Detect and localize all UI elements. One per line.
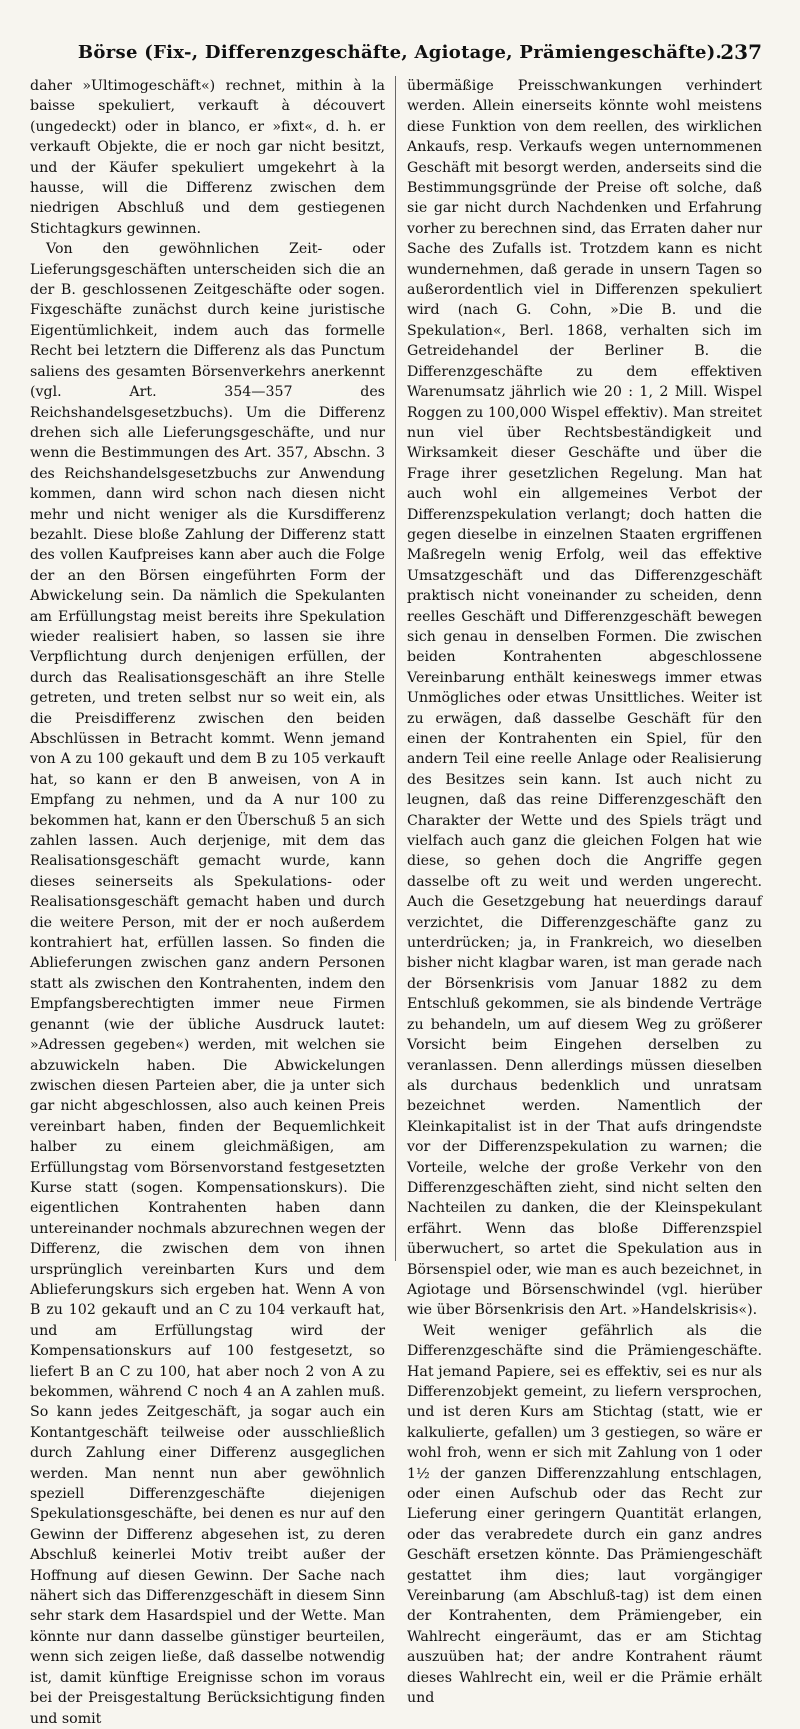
running-header: [30, 36, 770, 66]
paragraph: übermäßige Preisschwankungen verhindert werden. Allein einerseits könnte wohl meistens diese Funktion von dem reellen, des wirklichen Ankaufs, resp. Verkaufs wegen unternommenen Geschäft mit besorgt werden, anderseits sind die Bestimmungsgründe der Preise oft solche, daß sie gar nicht durch Nachdenken und Erfahrung vorher zu berechnen sind, das Erraten daher nur Sache des Zufalls ist. Trotzdem kann es nicht wundernehmen, daß gerade in unsern Tagen so außerordentlich viel in Differenzen spekuliert wird (nach G. Cohn, »Die B. und die Spekulation«, Berl. 1868, verhalten sich im Getreidehandel der Berliner B. die Differenzgeschäfte zu dem effektiven Warenumsatz jährlich wie 20 : 1, 2 Mill. Wispel Roggen zu 100,000 Wispel effektiv). Man streitet nun viel über Rechtsbeständigkeit und Wirksamkeit dieser Geschäfte und über die Frage ihrer gesetzlichen Regelung. Man hat auch wohl ein allgemeines Verbot der Differenzspekulation verlangt; doch hatten die gegen dieselbe in einzelnen Staaten ergriffenen Maßregeln wenig Erfolg, weil das effektive Umsatzgeschäft und das Differenzgeschäft praktisch nicht voneinander zu scheiden, denn reelles Geschäft und Differenzgeschäft bewegen sich genau in denselben Formen. Die zwischen beiden Kontrahenten abgeschlossene Vereinbarung enthält keineswegs immer etwas Unmögliches oder etwas Unsittliches. Weiter ist zu erwägen, daß dasselbe Geschäft für den einen der Kontrahenten ein Spiel, für den andern Teil eine reelle Anlage oder Realisierung des Besitzes sein kann. Ist auch nicht zu leugnen, daß das reine Differenzgeschäft den Charakter der Wette und des Spiels trägt und vielfach auch ganz die gleichen Folgen hat wie diese, so gehen doch die Angriffe gegen dasselbe oft zu weit und werden ungerecht. Auch die Gesetzgebung hat neuerdings darauf verzichtet, die Differenzgeschäfte ganz zu unterdrücken; ja, in Frankreich, wo dieselben bisher nicht klagbar waren, ist man gerade nach der Börsenkrisis vom Januar 1882 zu dem Entschluß gekommen, sie als bindende Verträge zu behandeln, um auf diesem Weg zu größerer Vorsicht beim Eingehen derselben zu veranlassen. Denn allerdings müssen dieselben als durchaus bedenklich und unratsam bezeichnet werden. Namentlich der Kleinkapitalist ist in der That aufs dringendste vor der Differenzspekulation zu warnen; die Vorteile, welche der große Verkehr von den Differenzgeschäften zieht, sind nicht selten den Nachteilen zu danken, die der Kleinspekulant erfährt. Wenn das bloße Differenzspiel überwuchert, so artet die Spekulation aus in Börsenspiel oder, wie man es auch bezeichnet, in Agiotage und Börsenschwindel (vgl. hierüber wie über Börsenkrisis den Art. »Handelskrisis«).: [407, 78, 762, 1319]
left-column: [30, 76, 385, 1727]
paragraph: Weit weniger gefährlich als die Differenzgeschäfte sind die Prämiengeschäfte. Hat jemand Papiere, sei es effektiv, sei es nur als Differenzobjekt gemeint, zu liefern versprochen, und ist deren Kurs am Stichtag (statt, wie er kalkulierte, gefallen) um 3 gestiegen, so wäre er wohl froh, wenn er sich mit Zahlung von 1 oder 1½ der ganzen Differenzzahlung entschlagen, oder einen Aufschub oder das Recht zur Lieferung einer geringern Quantität erlangen, oder das verabredete durch ein ganz andres Geschäft ersetzen könnte. Das Prämiengeschäft gestattet ihm dies; laut vorgängiger Vereinbarung (am Abschluß-tag) ist dem einen der Kontrahenten, dem Prämiengeber, ein Wahlrecht eingeräumt, das er am Stichtag auszuüben hat; der andre Kontrahent räumt dieses Wahlrecht ein, weil er die Prämie erhält und: [407, 1322, 762, 1707]
page-number: 237: [720, 40, 762, 64]
column-divider: [395, 76, 396, 1261]
paragraph: daher »Ultimogeschäft«) rechnet, mithin à la baisse spekuliert, verkauft à découvert (ungedeckt) oder in blanco, er »fixt«, d. h. er verkauft Objekte, die er noch gar nicht besitzt, und der Käufer spekuliert umgekehrt à la hausse, will die Differenz zwischen dem niedrigen Abschluß und dem gestiegenen Stichtagkurs gewinnen.: [30, 78, 385, 237]
paragraph: Von den gewöhnlichen Zeit- oder Lieferungsgeschäften unterscheiden sich die an der B. geschlossenen Zeitgeschäfte oder sogen. Fixgeschäfte zunächst durch keine juristische Eigentümlichkeit, indem auch das formelle Recht bei letztern die Differenz als das Punctum saliens des gesamten Börsenverkehrs anerkennt (vgl. Art. 354—357 des Reichshandelsgesetzbuchs). Um die Differenz drehen sich alle Lieferungsgeschäfte, und nur wenn die Bestimmungen des Art. 357, Abschn. 3 des Reichshandelsgesetzbuchs zur Anwendung kommen, dann wird schon nach diesen nicht mehr und nicht weniger als die Kursdifferenz bezahlt. Diese bloße Zahlung der Differenz statt des vollen Kaufpreises kann aber auch die Folge der an den Börsen eingeführten Form der Abwickelung sein. Da nämlich die Spekulanten am Erfüllungstag meist bereits ihre Spekulation wieder realisiert haben, so lassen sie ihre Verpflichtung durch denjenigen erfüllen, der durch das Realisationsgeschäft an ihre Stelle getreten, und treten selbst nur so weit ein, als die Preisdifferenz zwischen den beiden Abschlüssen in Betracht kommt. Wenn jemand von A zu 100 gekauft und dem B zu 105 verkauft hat, so kann er den B anweisen, von A in Empfang zu nehmen, und da A nur 100 zu bekommen hat, kann er den Überschuß 5 an sich zahlen lassen. Auch derjenige, mit dem das Realisationsgeschäft gemacht wurde, kann dieses seinerseits als Spekulations- oder Realisationsgeschäft gemacht haben und durch die weitere Person, mit der er noch außerdem kontrahiert hat, erfüllen lassen. So finden die Ablieferungen zwischen ganz andern Personen statt als zwischen den Kontrahenten, indem den Empfangsberechtigten immer neue Firmen genannt (wie der übliche Ausdruck lautet: »Adressen gegeben«) werden, mit welchen sie abzuwickeln haben. Die Abwickelungen zwischen diesen Parteien aber, die ja unter sich gar nicht abgeschlossen, also auch keinen Preis vereinbart haben, finden der Bequemlichkeit halber zu einem gleichmäßigen, am Erfüllungstag vom Börsenvorstand festgesetzten Kurse statt (sogen. Kompensationskurs). Die eigentlichen Kontrahenten haben dann untereinander nochmals abzurechnen wegen der Differenz, die zwischen dem von ihnen ursprünglich vereinbarten Kurs und dem Ablieferungskurs sich ergeben hat. Wenn A von B zu 102 gekauft und an C zu 104 verkauft hat, und am Erfüllungstag wird der Kompensationskurs auf 100 festgesetzt, so liefert B an C zu 100, hat aber noch 2 von A zu bekommen, während C noch 4 an A zahlen muß. So kann jedes Zeitgeschäft, ja sogar auch ein Kontantgeschäft teilweise oder ausschließlich durch Zahlung einer Differenz ausgeglichen werden. Man nennt nun aber gewöhnlich speziell Differenzgeschäfte diejenigen Spekulationsgeschäfte, bei denen es nur auf den Gewinn der Differenz abgesehen ist, zu deren Abschluß keinerlei Motiv treibt außer der Hoffnung auf diesen Gewinn. Der Sache nach nähert sich das Differenzgeschäft in diesem Sinn sehr stark dem Hasardspiel und der Wette. Man könnte nur dann dasselbe günstiger beurteilen, wenn sich zeigen ließe, daß dasselbe notwendig ist, damit künftige Ereignisse schon im voraus bei der Preisgestaltung Berücksichtigung finden und somit: [30, 241, 385, 1727]
page-title: Börse (Fix-, Differenzgeschäfte, Agiotage, Prämiengeschäfte).: [77, 42, 723, 63]
text-columns: [30, 76, 774, 1727]
right-column: [407, 76, 762, 1707]
